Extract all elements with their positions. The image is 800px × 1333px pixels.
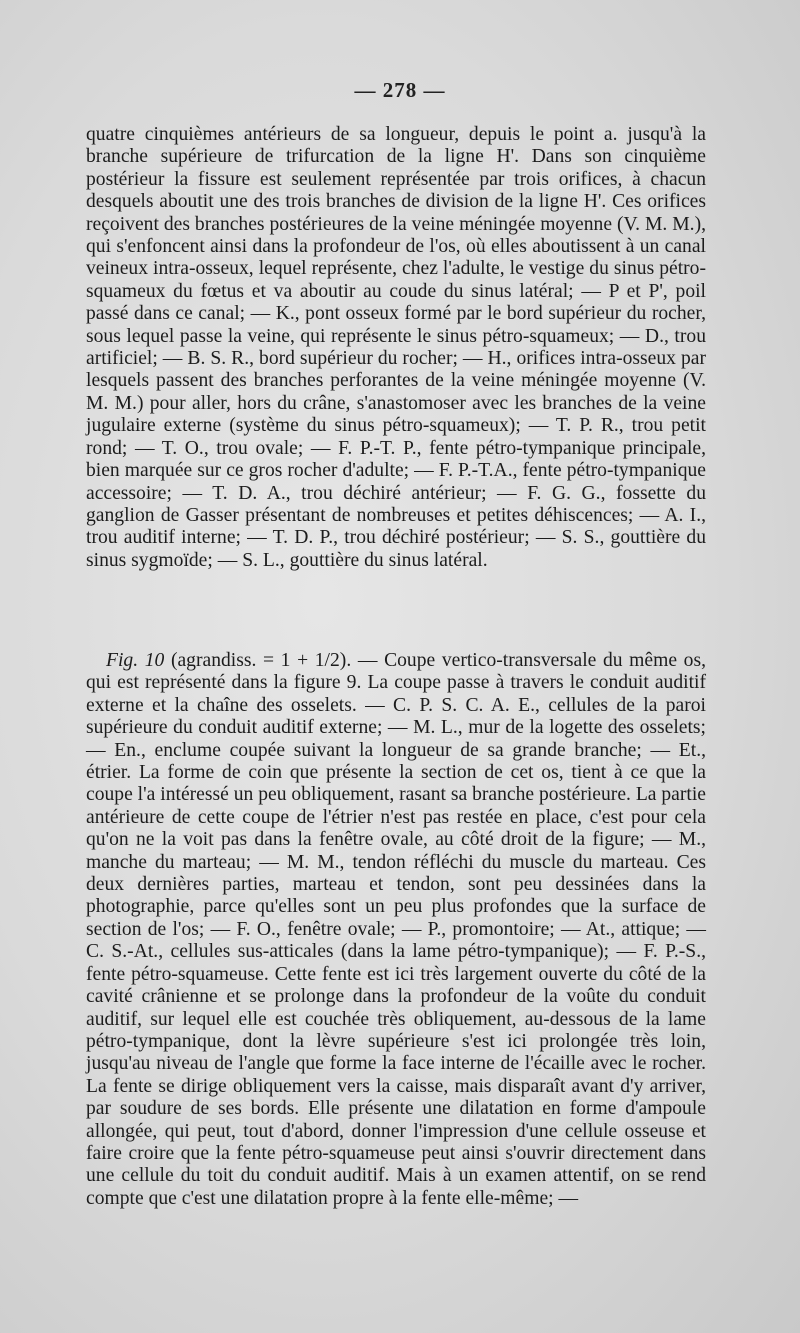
paragraph-figure-10-legend bbox=[86, 650, 706, 1210]
paragraph-2 bbox=[86, 650, 706, 1210]
paragraph-1-text: quatre cinquièmes antérieurs de sa longueur, depuis le point a. jusqu'à la branche supérieure de trifurcation de la ligne H'. Dans son cinquième postérieur la fissure est seulement représentée par trois orifices, à chacun desquels aboutit une des trois branches de division de la ligne H'. Ces orifices reçoivent des branches postérieures de la veine méningée moyenne (V. M. M.), qui s'enfoncent ainsi dans la profondeur de l'os, où elles aboutissent à un canal veineux intra-osseux, lequel représente, chez l'adulte, le vestige du sinus pétro-squameux du fœtus et va aboutir au coude du sinus latéral; — P et P', poil passé dans ce canal; — K., pont osseux formé par le bord supérieur du rocher, sous lequel passe la veine, qui représente le sinus pétro-squameux; — D., trou artificiel; — B. S. R., bord supérieur du rocher; — H., orifices intra-osseux par lesquels passent des branches perforantes de la veine méningée moyenne (V. M. M.) pour aller, hors du crâne, s'anastomoser avec les branches de la veine jugulaire externe (système du sinus pétro-squameux); — T. P. R., trou petit rond; — T. O., trou ovale; — F. P.-T. P., fente pétro-tympanique principale, bien marquée sur ce gros rocher d'adulte; — F. P.-T.A., fente pétro-tympanique accessoire; — T. D. A., trou déchiré antérieur; — F. G. G., fossette du ganglion de Gasser présentant de nombreuses et petites déhiscences; — A. I., trou auditif interne; — T. D. P., trou déchiré postérieur; — S. S., gouttière du sinus sygmoïde; — S. L., gouttière du sinus latéral. bbox=[86, 124, 706, 571]
figure-label: Fig. 10 bbox=[106, 650, 165, 671]
page-number: — 278 — bbox=[354, 78, 446, 102]
paragraph-2-text: (agrandiss. = 1 + 1/2). — Coupe vertico-transversale du même os, qui est représenté dans la figure 9. La coupe passe à travers le conduit auditif externe et la chaîne des osselets. — C. P. S. C. A. E., cellules de la paroi supérieure du conduit auditif externe; — M. L., mur de la logette des osselets; — En., enclume coupée suivant la longueur de sa grande branche; — Et., étrier. La forme de coin que présente la section de cet os, tient à ce que la coupe l'a intéressé un peu obliquement, rasant sa branche postérieure. La partie antérieure de cette coupe de l'étrier n'est pas restée en place, c'est pour cela qu'on ne la voit pas dans la fenêtre ovale, au côté droit de la figure; — M., manche du marteau; — M. M., tendon réfléchi du muscle du marteau. Ces deux dernières parties, marteau et tendon, sont peu dessinées dans la photographie, parce qu'elles sont un peu plus profondes que la surface de section de l'os; — F. O., fenêtre ovale; — P., promontoire; — At., attique; — C. S.-At., cellules sus-atticales (dans la lame pétro-tympanique); — F. P.-S., fente pétro-squameuse. Cette fente est ici très largement ouverte du côté de la cavité crânienne et se prolonge dans la profondeur de la voûte du conduit auditif, sur lequel elle est couchée très obliquement, au-dessous de la lame pétro-tympanique, dont la lèvre supérieure s'est ici prolongée très loin, jusqu'au niveau de l'angle que forme la face interne de l'écaille avec le rocher. La fente se dirige obliquement vers la caisse, mais disparaît avant d'y arriver, par soudure de ses bords. Elle présente une dilatation en forme d'ampoule allongée, qui peut, tout d'abord, donner l'impression d'une cellule osseuse et faire croire que la fente pétro-squameuse peut ainsi s'ouvrir directement dans une cellule du toit du conduit auditif. Mais à un examen attentif, on se rend compte que c'est une dilatation propre à la fente elle-même; — bbox=[86, 650, 706, 1209]
paragraph-figure-9-legend bbox=[86, 124, 706, 572]
